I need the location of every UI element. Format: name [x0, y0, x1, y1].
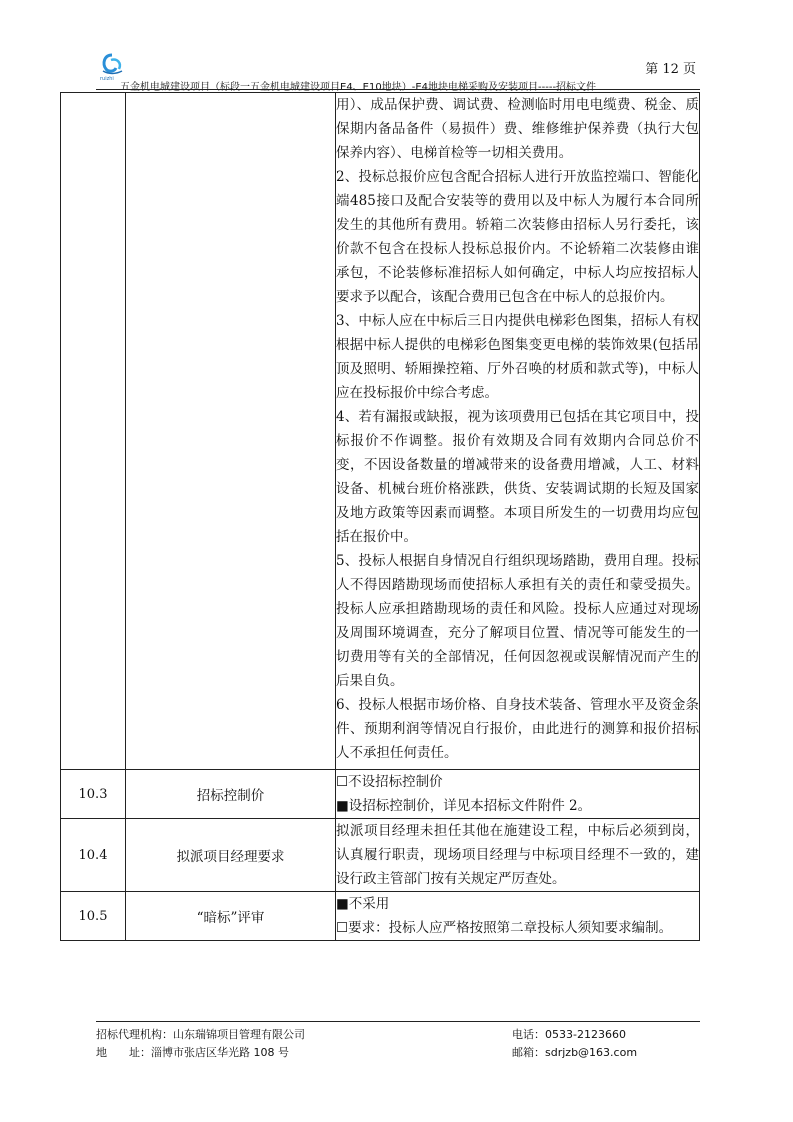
table-row	[61, 819, 700, 892]
clause-content	[336, 93, 700, 770]
clause-paragraph: 6、投标人根据市场价格、自身技术装备、管理水平及资金条件、预期利润等情况自行报价，由此进行的测算和报价招标人不承担任何责任。	[336, 697, 699, 761]
agency-info	[96, 1026, 305, 1042]
clause-paragraph: ☐要求：投标人应严格按照第二章投标人须知要求编制。	[336, 920, 673, 936]
clause-paragraph: ■设招标控制价，详见本招标文件附件 2。	[336, 798, 592, 814]
clause-name: “暗标”评审	[126, 892, 336, 941]
address-value: 淄博市张店区华光路 108 号	[151, 1046, 289, 1059]
email-label: 邮箱：	[512, 1046, 545, 1059]
clause-number: 10.3	[61, 770, 126, 819]
clause-content	[336, 770, 700, 819]
agency-value: 山东瑞锦项目管理有限公司	[173, 1028, 305, 1041]
table-row	[61, 93, 700, 770]
document-title: 五金机电城建设项目（标段一五金机电城建设项目E4、E10地块）-E4地块电梯采购及安装项目-----招标文件	[120, 82, 597, 93]
clause-paragraph: 5、投标人根据自身情况自行组织现场踏勘，费用自理。投标人不得因踏勘现场而使招标人承担有关的责任和蒙受损失。投标人应承担踏勘现场的责任和风险。投标人应通过对现场及周围环境调查，充分了解项目位置、情况等可能发生的一切费用等有关的全部情况，任何因忽视或误解情况而产生的后果自负。	[336, 553, 699, 689]
page-number: 第 12 页	[645, 62, 696, 77]
clause-paragraph: 用）、成品保护费、调试费、检测临时用电电缆费、税金、质保期内备品备件（易损件）费、维修维护保养费（执行大包保养内容）、电梯首检等一切相关费用。	[336, 97, 699, 161]
clause-paragraph: 4、若有漏报或缺报，视为该项费用已包括在其它项目中，投标报价不作调整。报价有效期及合同有效期内合同总价不变，不因设备数量的增减带来的设备费用增减，人工、材料设备、机械台班价格涨跌，供货、安装调试期的长短及国家及地方政策等因素而调整。本项目所发生的一切费用均应包括在报价中。	[336, 409, 699, 545]
clauses-table	[60, 92, 700, 941]
clause-name: 招标控制价	[126, 770, 336, 819]
table-row	[61, 892, 700, 941]
table-row	[61, 770, 700, 819]
agency-label: 招标代理机构：	[96, 1028, 173, 1041]
footer-divider	[96, 1021, 700, 1022]
clause-content	[336, 819, 700, 892]
clause-name	[126, 93, 336, 770]
logo-text: ruizhi	[100, 76, 114, 82]
address-info	[96, 1044, 289, 1060]
clause-number: 10.4	[61, 819, 126, 892]
email-info	[512, 1044, 637, 1060]
phone-label: 电话：	[512, 1028, 545, 1041]
page-header	[96, 52, 700, 93]
clause-number	[61, 93, 126, 770]
clause-paragraph: 拟派项目经理未担任其他在施建设工程，中标后必须到岗，认真履行职责，现场项目经理与中标项目经理不一致的，建设行政主管部门按有关规定严厉查处。	[336, 823, 699, 887]
email-value: sdrjzb@163.com	[545, 1046, 638, 1059]
clause-content	[336, 892, 700, 941]
clause-number: 10.5	[61, 892, 126, 941]
clause-paragraph: 2、投标总报价应包含配合招标人进行开放监控端口、智能化端485接口及配合安装等的费用以及中标人为履行本合同所发生的其他所有费用。轿箱二次装修由招标人另行委托，该价款不包含在投标人投标总报价内。不论轿箱二次装修由谁承包，不论装修标准招标人如何确定，中标人均应按招标人要求予以配合，该配合费用已包含在中标人的总报价内。	[336, 169, 699, 305]
clause-paragraph: ☐不设招标控制价	[336, 774, 443, 790]
phone-value: 0533-2123660	[545, 1028, 626, 1041]
clause-paragraph: ■不采用	[336, 896, 390, 912]
phone-info	[512, 1026, 626, 1042]
clause-paragraph: 3、中标人应在中标后三日内提供电梯彩色图集，招标人有权根据中标人提供的电梯彩色图集变更电梯的装饰效果(包括吊顶及照明、轿厢操控箱、厅外召唤的材质和款式等)，中标人应在投标报价中综合考虑。	[336, 313, 699, 401]
clause-name: 拟派项目经理要求	[126, 819, 336, 892]
header-divider	[96, 89, 700, 90]
address-label: 地 址：	[96, 1046, 151, 1059]
